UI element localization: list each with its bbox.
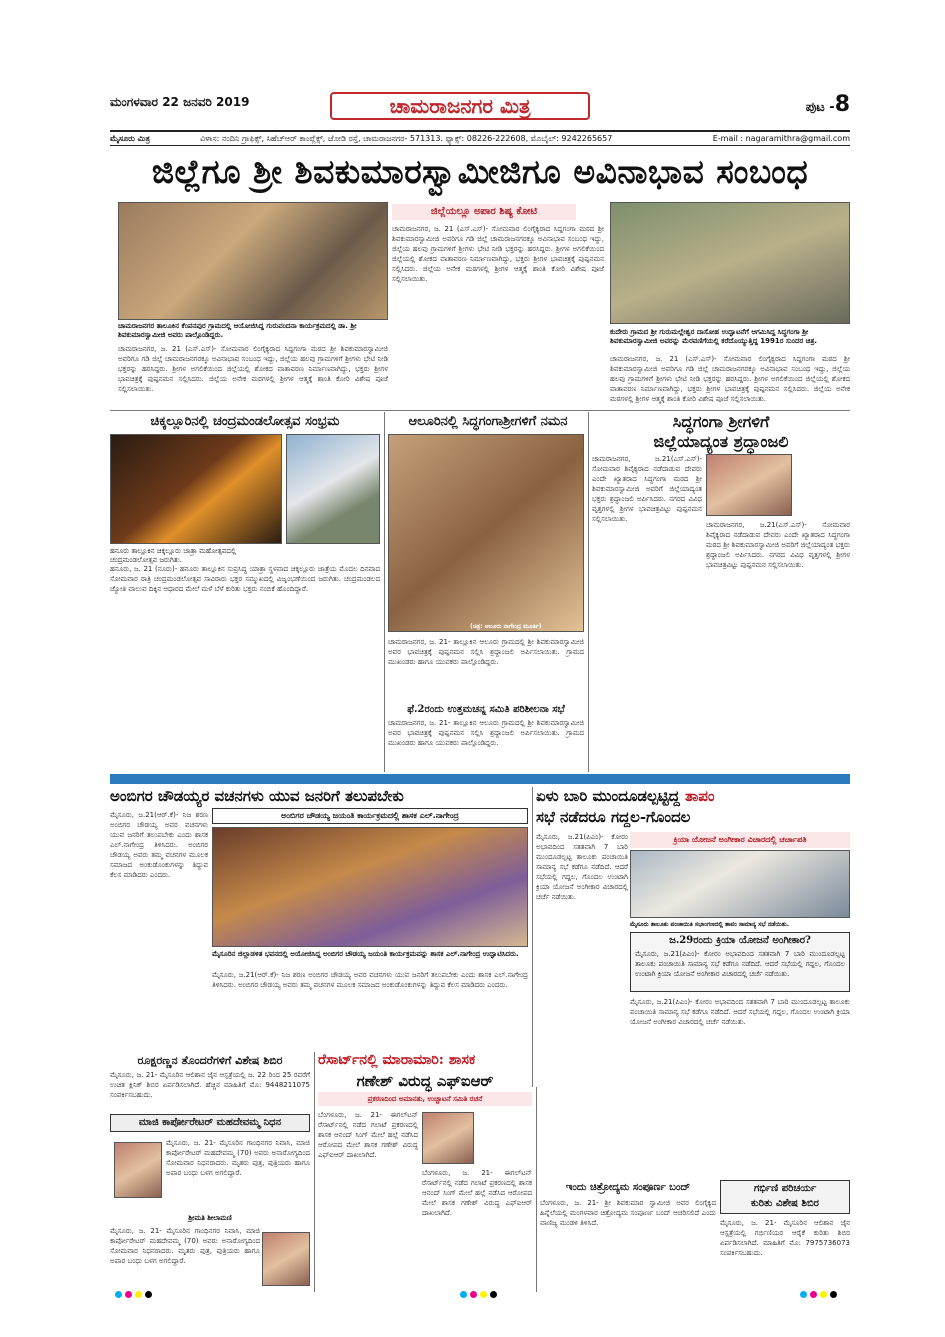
divider bbox=[384, 412, 385, 772]
divider bbox=[536, 1087, 537, 1292]
divider bbox=[588, 412, 589, 772]
story-body-obituary-2: ಮೈಸೂರು, ಜ. 21- ಮೈಸೂರಿನ ಗಾಂಧಿನಗರ ನಿವಾಸಿ, ಮಾಜಿ ಕಾರ್ಪೋರೇಟರ್ ಮಹದೇವಮ್ಮ (70) ಅವರು ಅನಾರೋಗ್ಯದಿಂದ ಸೋಮವಾರ ನಿಧನರಾದರು. ಮೃತರು ಪುತ್ರ, ಪುತ್ರಿಯರು ಹಾಗೂ ಅಪಾರ ಬಂಧು ಬಳಗ ಅಗಲಿದ್ದಾರೆ. bbox=[110, 1227, 260, 1265]
top-story-body-2: ಚಾಮರಾಜನಗರ, ಜ. 21 (ಎಸ್.ಎಸ್)- ಸೋಮವಾರ ಲಿಂಗೈಕ್ಯರಾದ ಸಿದ್ದಗಂಗಾ ಮಠದ ಶ್ರೀ ಶಿವಕುಮಾರಸ್ವಾಮೀಜಿ ಅವರಿಗೂ ಗಡಿ ಜಿಲ್ಲೆ ಚಾಮರಾಜನಗರಕ್ಕೂ ಅವಿನಾಭಾವ ಸಂಬಂಧ ಇದ್ದು, ಜಿಲ್ಲೆಯ ಹಲವು ಗ್ರಾಮಗಳಿಗೆ ಶ್ರೀಗಳು ಭೇಟಿ ನೀಡಿ ಭಕ್ತರನ್ನು ಹರಸಿದ್ದರು. ಶ್ರೀಗಳ ಅಗಲಿಕೆಯಿಂದ ಜಿಲ್ಲೆಯಲ್ಲಿ ಶೋಕದ ವಾತಾವರಣ ನಿರ್ಮಾಣವಾಗಿದ್ದು, ಭಕ್ತರು ಶ್ರೀಗಳ ಭಾವಚಿತ್ರಕ್ಕೆ ಪುಷ್ಪನಮನ ಸಲ್ಲಿಸಿದರು. ಜಿಲ್ಲೆಯ ಅನೇಕ ಮಠಗಳಲ್ಲಿ ಶ್ರೀಗಳ ಆತ್ಮಕ್ಕೆ ಶಾಂತಿ ಕೋರಿ ವಿಶೇಷ ಪೂಜೆ ಸಲ್ಲಿಸಲಾಯಿತು. bbox=[392, 225, 604, 283]
ambigara-tag: ಅಂಬಿಗರ ಚೌಡಯ್ಯ ಜಯಂತಿ ಕಾರ್ಯಕ್ರಮದಲ್ಲಿ ಶಾಸಕ ಎಲ್.ನಾಗೇಂದ್ರ bbox=[212, 808, 528, 824]
story-caption-tapam: ಮೈಸೂರು ತಾಲೂಕು ಪಂಚಾಯಿತಿ ಸಭಾಂಗಣದಲ್ಲಿ ತಾಪಂ ಸಾಮಾನ್ಯ ಸಭೆ ನಡೆಯಿತು. bbox=[630, 921, 790, 928]
photo-caption-right: ಕುದೇರು ಗ್ರಾಮದ ಶ್ರೀ ಗುರುಮಲ್ಲೇಶ್ವರ ದಾಸೋಹ ಉದ್ಘಾಟನೆಗೆ ಆಗಮಿಸಿದ್ದ ಸಿದ್ಧಗಂಗಾ ಶ್ರೀ ಶಿವಕುಮಾರಸ್ವಾಮೀಜಿ ಅವರನ್ನು ಮೆರವಣಿಗೆಯಲ್ಲಿ ಕರೆದೊಯ್ಯುತ್ತಿದ್ದ 1991ರ ಸುಂದರ ಚಿತ್ರ. bbox=[610, 328, 817, 345]
story-body-chikkalluru: ಹನೂರು, ಜ. 21 (ನೂರು)- ಹನೂರು ತಾಲ್ಲೂಕಿನ ಸುಪ್ರಸಿದ್ಧ ಯಾತ್ರಾ ಸ್ಥಳವಾದ ಚಿಕ್ಕಲ್ಲೂರು ಜಾತ್ರೆಯ ಮೊದಲ ದಿನವಾದ ಸೋಮವಾರ ರಾತ್ರಿ ಚಂದ್ರಮಂಡಲೋತ್ಸವ ಸಾವಿರಾರು ಭಕ್ತರ ಸಮ್ಮುಖದಲ್ಲಿ ವಿಜೃಂಭಣೆಯಿಂದ ಜರುಗಿತು. ಚಂದ್ರಮಂಡಲದ ಜ್ಯೋತಿ ವಾಲುವ ದಿಕ್ಕಿನ ಆಧಾರದ ಮೇಲೆ ಮಳೆ ಬೆಳೆ ಕುರಿತು ಭಕ್ತರು ನಂಬಿಕೆ ಹೊಂದಿದ್ದಾರೆ. bbox=[110, 565, 380, 593]
address-text: ವಿಳಾಸ: ನಂದಿನಿ ಗ್ರಾಫಿಕ್ಸ್, ಸಿಹೆಚ್‌ಆರ್ ಕಾಂಪ್ಲೆಕ್ಸ್, ಜೋಡಿ ರಸ್ತೆ, ಚಾಮರಾಜನಗರ- 571313. ಫ್ಯಾಕ್ಸ್: 08226-222608, ಮೊಬೈಲ್: 9242265657 bbox=[200, 134, 613, 143]
main-headline: ಜಿಲ್ಲೆಗೂ ಶ್ರೀ ಶಿವಕುಮಾರಸ್ವಾಮೀಜಿಗೂ ಅವಿನಾಭಾವ ಸಂಬಂಧ bbox=[151, 152, 809, 191]
divider bbox=[110, 410, 850, 411]
story-title-obituary: ಮಾಜಿ ಕಾರ್ಪೋರೇಟರ್ ಮಹದೇವಮ್ಮ ನಿಧನ bbox=[110, 1114, 310, 1132]
story-body-siddaganga-2: ಚಾಮರಾಜನಗರ, ಜ.21(ಎಸ್.ಎಸ್)- ಸೋಮವಾರ ಶಿವೈಕ್ಯರಾದ ನಡೆದಾಡುವ ದೇವರು ಎಂದೇ ಖ್ಯಾತರಾದ ಸಿದ್ಧಗಂಗಾ ಮಠದ ಶ್ರೀ ಶಿವಕುಮಾರಸ್ವಾಮೀಜಿ ಅವರಿಗೆ ಜಿಲ್ಲೆಯಾದ್ಯಂತ ಭಕ್ತರು ಶ್ರದ್ಧಾಂಜಲಿ ಅರ್ಪಿಸಿದರು. ನಗರದ ವಿವಿಧ ವೃತ್ತಗಳಲ್ಲಿ ಶ್ರೀಗಳ ಭಾವಚಿತ್ರವಿಟ್ಟು ಪುಷ್ಪನಮನ ಸಲ್ಲಿಸಲಾಯಿತು. bbox=[706, 521, 850, 569]
email-text: E-mail : nagaramithra@gmail.com bbox=[712, 134, 850, 143]
newspaper-page bbox=[110, 92, 850, 1265]
story-subtitle-aluru: ಫೆ.2ರಂದು ಉತ್ತಮಚನ್ನ ಸಮಿತಿ ಪರಿಶೀಲನಾ ಸಭೆ bbox=[407, 704, 565, 715]
gurvandana-photo bbox=[118, 202, 388, 320]
story-body-pregnancy: ಮೈಸೂರು, ಜ. 21- ಮೈಸೂರಿನ ಆಲಿಶಾನ ಜೈನ ಆಸ್ಪತ್ರೆಯಲ್ಲಿ ಗರ್ಭಿಣಿಯರ ಆರೈಕೆ ಕುರಿತು ಶಿಬಿರ ಏರ್ಪಡಿಸಲಾಗಿದೆ. ಮಾಹಿತಿಗೆ ಮೊ: 7975736073 ಸಂಪರ್ಕಿಸಬಹುದು. bbox=[720, 1219, 850, 1257]
top-story-body-3: ಚಾಮರಾಜನಗರ, ಜ. 21 (ಎಸ್.ಎಸ್)- ಸೋಮವಾರ ಲಿಂಗೈಕ್ಯರಾದ ಸಿದ್ದಗಂಗಾ ಮಠದ ಶ್ರೀ ಶಿವಕುಮಾರಸ್ವಾಮೀಜಿ ಅವರಿಗೂ ಗಡಿ ಜಿಲ್ಲೆ ಚಾಮರಾಜನಗರಕ್ಕೂ ಅವಿನಾಭಾವ ಸಂಬಂಧ ಇದ್ದು, ಜಿಲ್ಲೆಯ ಹಲವು ಗ್ರಾಮಗಳಿಗೆ ಶ್ರೀಗಳು ಭೇಟಿ ನೀಡಿ ಭಕ್ತರನ್ನು ಹರಸಿದ್ದರು. ಶ್ರೀಗಳ ಅಗಲಿಕೆಯಿಂದ ಜಿಲ್ಲೆಯಲ್ಲಿ ಶೋಕದ ವಾತಾವರಣ ನಿರ್ಮಾಣವಾಗಿದ್ದು, ಭಕ್ತರು ಶ್ರೀಗಳ ಭಾವಚಿತ್ರಕ್ಕೆ ಪುಷ್ಪನಮನ ಸಲ್ಲಿಸಿದರು. ಜಿಲ್ಲೆಯ ಅನೇಕ ಮಠಗಳಲ್ಲಿ ಶ್ರೀಗಳ ಆತ್ಮಕ್ಕೆ ಶಾಂತಿ ಕೋರಿ ವಿಶೇಷ ಪೂಜೆ ಸಲ್ಲಿಸಲಾಯಿತು. bbox=[610, 355, 850, 403]
masthead bbox=[110, 92, 850, 132]
color-registration-marks bbox=[800, 1290, 840, 1301]
story-body-obituary: ಮೈಸೂರು, ಜ. 21- ಮೈಸೂರಿನ ಗಾಂಧಿನಗರ ನಿವಾಸಿ, ಮಾಜಿ ಕಾರ್ಪೋರೇಟರ್ ಮಹದೇವಮ್ಮ (70) ಅವರು ಅನಾರೋಗ್ಯದಿಂದ ಸೋಮವಾರ ನಿಧನರಾದರು. ಮೃತರು ಪುತ್ರ, ಪುತ್ರಿಯರು ಹಾಗೂ ಅಪಾರ ಬಂಧು ಬಳಗ ಅಗಲಿದ್ದಾರೆ. bbox=[166, 1139, 310, 1177]
swamiji-portrait bbox=[706, 454, 792, 516]
section-tag: ಜಿಲ್ಲೆಯಲ್ಲೂ ಅಪಾರ ಶಿಷ್ಯ ಕೋಟಿ bbox=[392, 204, 576, 220]
story-title-resort-1: ರೆಸಾರ್ಟ್‌ನಲ್ಲಿ ಮಾರಾಮಾರಿ: ಶಾಸಕ bbox=[318, 1052, 476, 1068]
obituary-photo-2 bbox=[262, 1232, 310, 1286]
story-title-film-bandh: ಇಂದು ಚಿತ್ರೋದ್ಯಮ ಸಂಪೂರ್ಣ ಬಂದ್ bbox=[565, 1182, 691, 1193]
story-title-pregnancy-1: ಗರ್ಭಿಣಿ ಪರಿಚರ್ಯ bbox=[753, 1183, 817, 1194]
mla-photo bbox=[422, 1112, 474, 1164]
story-title-resort-2: ಗಣೇಶ್ ವಿರುದ್ಧ ಎಫ್‌ಐಆರ್ bbox=[356, 1072, 494, 1090]
resort-tag: ಪ್ರಕರಣದಿಂದ ಅಮಾನತು, ಉಚ್ಚಾಟನೆ ಸಮಿತಿ ರಚನೆ bbox=[318, 1092, 532, 1106]
color-registration-marks bbox=[460, 1290, 500, 1301]
procession-photo bbox=[610, 202, 850, 324]
temple-photo bbox=[286, 434, 380, 544]
story-title-camp: ರೂಕ್ಷರಣ್ಣನ ತೊಂದರೆಗಳಿಗೆ ವಿಶೇಷ ಶಿಬಿರ bbox=[137, 1054, 283, 1067]
story-body-tapam: ಮೈಸೂರು, ಜ.21(ಪಿಎಂ)- ಕೋರಂ ಅಭಾವದಿಂದ ಸತತವಾಗಿ 7 ಬಾರಿ ಮುಂದೂಡಲ್ಪಟ್ಟ ತಾಲೂಕು ಪಂಚಾಯಿತಿ ಸಾಮಾನ್ಯ ಸಭೆ ಕಡೆಗೂ ನಡೆದಿದೆ. ಆದರೆ ಸಭೆಯಲ್ಲಿ ಗದ್ದಲ, ಗೊಂದಲ ಉಂಟಾಗಿ ಕ್ರಿಯಾ ಯೋಜನೆ ಅಂಗೀಕಾರ ವಿಚಾರದಲ್ಲಿ ಚರ್ಚೆ ನಡೆಯಿತು. bbox=[536, 833, 628, 901]
divider bbox=[314, 1052, 315, 1292]
page-number: ಪುಟ -8 bbox=[805, 92, 850, 117]
story-body-ambigara-2: ಮೈಸೂರು, ಜ.21(ಆರ್.ಕೆ)- ನಿಜ ಶರಣ ಅಂಬಿಗರ ಚೌಡಯ್ಯ ಅವರ ವಚನಗಳು ಯುವ ಜನರಿಗೆ ತಲುಪಬೇಕು ಎಂದು ಶಾಸಕ ಎಲ್.ನಾಗೇಂದ್ರ ತಿಳಿಸಿದರು. ಅಂಬಿಗರ ಚೌಡಯ್ಯ ಅವರು ತಮ್ಮ ವಚನಗಳ ಮೂಲಕ ಸಮಾಜದ ಅಂಕುಡೊಂಕುಗಳನ್ನು ತಿದ್ದುವ ಕೆಲಸ ಮಾಡಿದರು ಎಂದರು. bbox=[212, 971, 528, 989]
story-body-ambigara: ಮೈಸೂರು, ಜ.21(ಆರ್.ಕೆ)- ನಿಜ ಶರಣ ಅಂಬಿಗರ ಚೌಡಯ್ಯ ಅವರ ವಚನಗಳು ಯುವ ಜನರಿಗೆ ತಲುಪಬೇಕು ಎಂದು ಶಾಸಕ ಎಲ್.ನಾಗೇಂದ್ರ ತಿಳಿಸಿದರು. ಅಂಬಿಗರ ಚೌಡಯ್ಯ ಅವರು ತಮ್ಮ ವಚನಗಳ ಮೂಲಕ ಸಮಾಜದ ಅಂಕುಡೊಂಕುಗಳನ್ನು ತಿದ್ದುವ ಕೆಲಸ ಮಾಡಿದರು ಎಂದರು. bbox=[110, 811, 208, 879]
section-divider-bar bbox=[110, 774, 850, 784]
aluru-tribute-photo bbox=[388, 434, 584, 632]
story-caption-ambigara: ಮೈಸೂರಿನ ಜಿಲ್ಲಾಡಳಿತ ಭವನದಲ್ಲಿ ಆಯೋಜಿಸಿದ್ದ ಅಂಬಿಗರ ಚೌಡಯ್ಯ ಜಯಂತಿ ಕಾರ್ಯಕ್ರಮವನ್ನು ಶಾಸಕ ಎಲ್.ನಾಗೇಂದ್ರ ಉದ್ಘಾಟಿಸಿದರು. bbox=[212, 950, 519, 958]
story-body-siddaganga-1: ಚಾಮರಾಜನಗರ, ಜ.21(ಎಸ್.ಎಸ್)- ಸೋಮವಾರ ಶಿವೈಕ್ಯರಾದ ನಡೆದಾಡುವ ದೇವರು ಎಂದೇ ಖ್ಯಾತರಾದ ಸಿದ್ಧಗಂಗಾ ಮಠದ ಶ್ರೀ ಶಿವಕುಮಾರಸ್ವಾಮೀಜಿ ಅವರಿಗೆ ಜಿಲ್ಲೆಯಾದ್ಯಂತ ಭಕ್ತರು ಶ್ರದ್ಧಾಂಜಲಿ ಅರ್ಪಿಸಿದರು. ನಗರದ ವಿವಿಧ ವೃತ್ತಗಳಲ್ಲಿ ಶ್ರೀಗಳ ಭಾವಚಿತ್ರವಿಟ್ಟು ಪುಷ್ಪನಮನ ಸಲ್ಲಿಸಲಾಯಿತು. bbox=[592, 455, 702, 523]
story-title-siddaganga-2: ಜಿಲ್ಲೆಯಾದ್ಯಂತ ಶ್ರದ್ಧಾಂಜಲಿ bbox=[653, 432, 789, 451]
story-title-siddaganga-1: ಸಿದ್ಧಗಂಗಾ ಶ್ರೀಗಳಿಗೆ bbox=[672, 412, 770, 431]
story-caption-chikkalluru: ಹನೂರು ತಾಲ್ಲೂಕಿನ ಚಿಕ್ಕಲ್ಲೂರು ಜಾತ್ರಾ ಮಹೋತ್ಸವದಲ್ಲಿ ಚಂದ್ರಮಂಡಲೋತ್ಸವ ಜರುಗಿತು. bbox=[110, 547, 237, 564]
story-body-aluru: ಚಾಮರಾಜನಗರ, ಜ. 21- ತಾಲ್ಲೂಕಿನ ಆಲೂರು ಗ್ರಾಮದಲ್ಲಿ ಶ್ರೀ ಶಿವಕುಮಾರಸ್ವಾಮೀಜಿ ಅವರ ಭಾವಚಿತ್ರಕ್ಕೆ ಪುಷ್ಪನಮನ ಸಲ್ಲಿಸಿ ಶ್ರದ್ಧಾಂಜಲಿ ಅರ್ಪಿಸಲಾಯಿತು. ಗ್ರಾಮದ ಮುಖಂಡರು ಹಾಗೂ ಯುವಕರು ಪಾಲ್ಗೊಂಡಿದ್ದರು. bbox=[388, 638, 584, 666]
story-title-pregnancy-2: ಕುರಿತು ವಿಶೇಷ ಶಿಬಿರ bbox=[751, 1198, 819, 1209]
story-title-aluru: ಆಲೂರಿನಲ್ಲಿ ಸಿದ್ಧಗಂಗಾಶ್ರೀಗಳಿಗೆ ನಮನ bbox=[408, 414, 568, 429]
story-caption-aluru: (ಚಿತ್ರ: ಆಲೂರು ನಾಗೇಂದ್ರ ಮೂರ್ತಿ) bbox=[470, 623, 542, 630]
obituary-photo-1 bbox=[114, 1142, 162, 1198]
story-title-tapam-1: ಏಳು ಬಾರಿ ಮುಂದೂಡಲ್ಪಟ್ಟಿದ್ದ ತಾಪಂ bbox=[536, 787, 715, 805]
story-body-camp: ಮೈಸೂರು, ಜ. 21- ಮೈಸೂರಿನ ಆಲಿಶಾನ ಜೈನ ಆಸ್ಪತ್ರೆಯಲ್ಲಿ ಜ. 22 ರಿಂದ 25 ರವರೆಗೆ ಉಚಿತ ಕ್ಲಿನಿಕ್ ಶಿಬಿರ ಏರ್ಪಡಿಸಲಾಗಿದೆ. ಹೆಚ್ಚಿನ ಮಾಹಿತಿಗೆ ಮೊ: 9448211075 ಸಂಪರ್ಕಿಸಬಹುದು. bbox=[110, 1071, 310, 1099]
story-title-tapam-2: ಸಭೆ ನಡೆದರೂ ಗದ್ದಲ-ಗೊಂದಲ bbox=[536, 808, 691, 826]
story-title-ambigara: ಅಂಬಿಗರ ಚೌಡಯ್ಯರ ವಚನಗಳು ಯುವ ಜನರಿಗೆ ತಲುಪಬೇಕು bbox=[110, 787, 404, 805]
tapam-meeting-photo bbox=[630, 850, 850, 918]
edition-label: ಮೈಸೂರು ಮಿತ್ರ bbox=[110, 134, 150, 143]
tapam-tag: ಕ್ರಿಯಾ ಯೋಜನೆ ಅಂಗೀಕಾರ ವಿಚಾರದಲ್ಲಿ ಚರ್ಚಾಪತಿ bbox=[630, 832, 850, 848]
issue-date: ಮಂಗಳವಾರ 22 ಜನವರಿ 2019 bbox=[110, 95, 250, 109]
chandramandala-photo bbox=[110, 434, 282, 544]
pregnancy-title-box bbox=[720, 1180, 850, 1214]
divider bbox=[532, 787, 533, 1087]
story-body-resort-2: ಬೆಂಗಳೂರು, ಜ. 21- ಈಗಲ್‌ಟನ್ ರೆಸಾರ್ಟ್‌ನಲ್ಲಿ ನಡೆದ ಗಲಾಟೆ ಪ್ರಕರಣದಲ್ಲಿ ಶಾಸಕ ಆನಂದ್ ಸಿಂಗ್ ಮೇಲೆ ಹಲ್ಲೆ ನಡೆಸಿದ ಆರೋಪದ ಮೇಲೆ ಶಾಸಕ ಗಣೇಶ್ ವಿರುದ್ಧ ಎಫ್‌ಐಆರ್ ದಾಖಲಾಗಿದೆ. bbox=[422, 1169, 532, 1217]
photo-caption-left: ಚಾಮರಾಜನಗರ ತಾಲೂಕಿನ ಕೆಂಪನಪುರ ಗ್ರಾಮದಲ್ಲಿ ಆಯೋಜಿಸಿದ್ದ ಗುರುವಂದನಾ ಕಾರ್ಯಕ್ರಮದಲ್ಲಿ ಡಾ. ಶ್ರೀ ಶಿವಕುಮಾರಸ್ವಾಮೀಜಿ ಅವರು ಪಾಲ್ಗೊಂಡಿದ್ದರು. bbox=[118, 322, 357, 339]
newspaper-logo: ಚಾಮರಾಜನಗರ ಮಿತ್ರ bbox=[330, 92, 590, 120]
obituary-name: ಶ್ರೀಮತಿ ಶೀಲಾಮಣಿ bbox=[188, 1214, 232, 1222]
story-body-film-bandh: ಬೆಂಗಳೂರು, ಜ. 21- ಶ್ರೀ ಶಿವಕುಮಾರ ಸ್ವಾಮೀಜಿ ಅವರ ಲಿಂಗೈಕ್ಯದ ಹಿನ್ನೆಲೆಯಲ್ಲಿ ಮಂಗಳವಾರ ಚಿತ್ರೋದ್ಯಮ ಸಂಪೂರ್ಣ ಬಂದ್ ಆಚರಿಸಲಿದೆ ಎಂದು ವಾಣಿಜ್ಯ ಮಂಡಳಿ ತಿಳಿಸಿದೆ. bbox=[540, 1199, 716, 1227]
ambigara-event-photo bbox=[212, 827, 528, 947]
color-registration-marks bbox=[115, 1290, 155, 1301]
address-bar bbox=[110, 132, 850, 146]
story-title-chikkalluru: ಚಿಕ್ಕಲ್ಲೂರಿನಲ್ಲಿ ಚಂದ್ರಮಂಡಲೋತ್ಸವ ಸಂಭ್ರಮ bbox=[150, 414, 340, 429]
story-body-aluru-2: ಚಾಮರಾಜನಗರ, ಜ. 21- ತಾಲ್ಲೂಕಿನ ಆಲೂರು ಗ್ರಾಮದಲ್ಲಿ ಶ್ರೀ ಶಿವಕುಮಾರಸ್ವಾಮೀಜಿ ಅವರ ಭಾವಚಿತ್ರಕ್ಕೆ ಪುಷ್ಪನಮನ ಸಲ್ಲಿಸಿ ಶ್ರದ್ಧಾಂಜಲಿ ಅರ್ಪಿಸಲಾಯಿತು. ಗ್ರಾಮದ ಮುಖಂಡರು ಹಾಗೂ ಯುವಕರು ಪಾಲ್ಗೊಂಡಿದ್ದರು. bbox=[388, 719, 584, 747]
story-body-tapam-2: ಮೈಸೂರು, ಜ.21(ಪಿಎಂ)- ಕೋರಂ ಅಭಾವದಿಂದ ಸತತವಾಗಿ 7 ಬಾರಿ ಮುಂದೂಡಲ್ಪಟ್ಟ ತಾಲೂಕು ಪಂಚಾಯಿತಿ ಸಾಮಾನ್ಯ ಸಭೆ ಕಡೆಗೂ ನಡೆದಿದೆ. ಆದರೆ ಸಭೆಯಲ್ಲಿ ಗದ್ದಲ, ಗೊಂದಲ ಉಂಟಾಗಿ ಕ್ರಿಯಾ ಯೋಜನೆ ಅಂಗೀಕಾರ ವಿಚಾರದಲ್ಲಿ ಚರ್ಚೆ ನಡೆಯಿತು. bbox=[630, 998, 850, 1026]
boxout-title: ಜ.29ರಂದು ಕ್ರಿಯಾ ಯೋಜನೆ ಅಂಗೀಕಾರ? bbox=[669, 935, 811, 946]
tapam-boxout bbox=[630, 932, 850, 992]
story-body-resort: ಬೆಂಗಳೂರು, ಜ. 21- ಈಗಲ್‌ಟನ್ ರೆಸಾರ್ಟ್‌ನಲ್ಲಿ ನಡೆದ ಗಲಾಟೆ ಪ್ರಕರಣದಲ್ಲಿ ಶಾಸಕ ಆನಂದ್ ಸಿಂಗ್ ಮೇಲೆ ಹಲ್ಲೆ ನಡೆಸಿದ ಆರೋಪದ ಮೇಲೆ ಶಾಸಕ ಗಣೇಶ್ ವಿರುದ್ಧ ಎಫ್‌ಐಆರ್ ದಾಖಲಾಗಿದೆ. bbox=[318, 1111, 418, 1159]
boxout-body: ಮೈಸೂರು, ಜ.21(ಪಿಎಂ)- ಕೋರಂ ಅಭಾವದಿಂದ ಸತತವಾಗಿ 7 ಬಾರಿ ಮುಂದೂಡಲ್ಪಟ್ಟ ತಾಲೂಕು ಪಂಚಾಯಿತಿ ಸಾಮಾನ್ಯ ಸಭೆ ಕಡೆಗೂ ನಡೆದಿದೆ. ಆದರೆ ಸಭೆಯಲ್ಲಿ ಗದ್ದಲ, ಗೊಂದಲ ಉಂಟಾಗಿ ಕ್ರಿಯಾ ಯೋಜನೆ ಅಂಗೀಕಾರ ವಿಚಾರದಲ್ಲಿ ಚರ್ಚೆ ನಡೆಯಿತು. bbox=[635, 950, 845, 978]
top-story-body-1: ಚಾಮರಾಜನಗರ, ಜ. 21 (ಎಸ್.ಎಸ್)- ಸೋಮವಾರ ಲಿಂಗೈಕ್ಯರಾದ ಸಿದ್ದಗಂಗಾ ಮಠದ ಶ್ರೀ ಶಿವಕುಮಾರಸ್ವಾಮೀಜಿ ಅವರಿಗೂ ಗಡಿ ಜಿಲ್ಲೆ ಚಾಮರಾಜನಗರಕ್ಕೂ ಅವಿನಾಭಾವ ಸಂಬಂಧ ಇದ್ದು, ಜಿಲ್ಲೆಯ ಹಲವು ಗ್ರಾಮಗಳಿಗೆ ಶ್ರೀಗಳು ಭೇಟಿ ನೀಡಿ ಭಕ್ತರನ್ನು ಹರಸಿದ್ದರು. ಶ್ರೀಗಳ ಅಗಲಿಕೆಯಿಂದ ಜಿಲ್ಲೆಯಲ್ಲಿ ಶೋಕದ ವಾತಾವರಣ ನಿರ್ಮಾಣವಾಗಿದ್ದು, ಭಕ್ತರು ಶ್ರೀಗಳ ಭಾವಚಿತ್ರಕ್ಕೆ ಪುಷ್ಪನಮನ ಸಲ್ಲಿಸಿದರು. ಜಿಲ್ಲೆಯ ಅನೇಕ ಮಠಗಳಲ್ಲಿ ಶ್ರೀಗಳ ಆತ್ಮಕ್ಕೆ ಶಾಂತಿ ಕೋರಿ ವಿಶೇಷ ಪೂಜೆ ಸಲ್ಲಿಸಲಾಯಿತು. bbox=[118, 345, 388, 393]
